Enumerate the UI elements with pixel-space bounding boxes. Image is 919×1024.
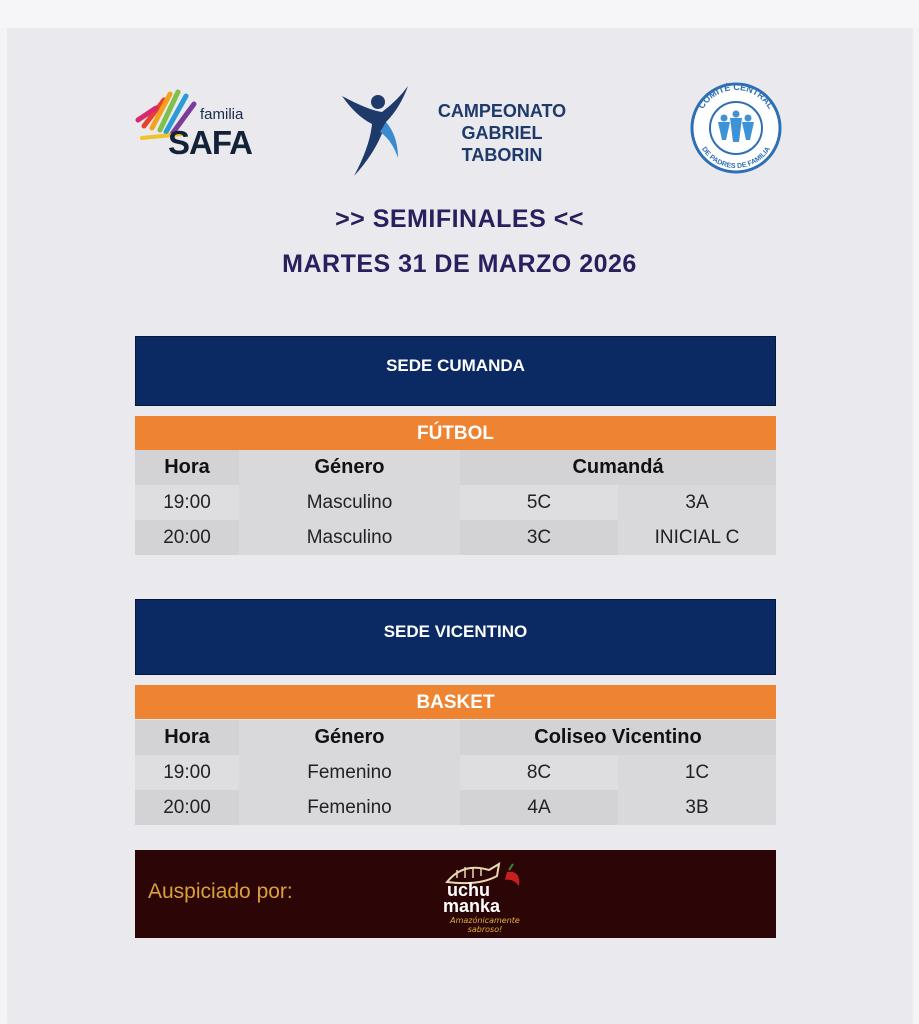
table-header-row [135, 720, 776, 755]
sede-cumanda-banner: SEDE CUMANDA [135, 336, 776, 406]
comite-central-seal [684, 82, 788, 174]
brand-tagline: Amazónicamente sabroso! [450, 916, 520, 934]
cell-team-a: 3C [460, 520, 618, 555]
campeonato-line-3: TABORIN [461, 145, 543, 165]
header-venue: Coliseo Vicentino [460, 720, 776, 755]
cell-team-a: 4A [460, 790, 618, 825]
header-genero: Género [239, 720, 460, 755]
sport-basket-header: BASKET [135, 685, 776, 719]
table-header-row [135, 450, 776, 485]
table-row [135, 790, 776, 825]
cell-genero: Femenino [239, 790, 460, 825]
campeonato-line-1: CAMPEONATO [437, 101, 567, 121]
familia-safa-logo [134, 86, 264, 166]
uchu-manka-logo [433, 856, 533, 936]
cell-team-b: 3B [618, 790, 776, 825]
cell-genero: Femenino [239, 755, 460, 790]
cell-genero: Masculino [239, 520, 460, 555]
brand-line-2: manka [443, 896, 501, 916]
seal-bottom-text: DE PADRES DE FAMILIA [700, 145, 772, 171]
cell-team-b: INICIAL C [618, 520, 776, 555]
cell-team-b: 1C [618, 755, 776, 790]
cell-team-a: 8C [460, 755, 618, 790]
brand-line-1: uchu [447, 880, 490, 900]
safa-word: SAFA [168, 124, 253, 161]
campeonato-line-2: GABRIEL [461, 123, 543, 143]
athlete-figure-icon [338, 80, 418, 180]
basket-schedule-table [135, 720, 776, 825]
campeonato-logo [338, 80, 598, 180]
seal-top-text: COMITÉ CENTRAL [696, 82, 776, 111]
table-row [135, 485, 776, 520]
cell-genero: Masculino [239, 485, 460, 520]
header-venue: Cumandá [460, 450, 776, 485]
logo-row [0, 80, 919, 190]
cell-hora: 19:00 [135, 485, 239, 520]
sede-vicentino-banner: SEDE VICENTINO [135, 599, 776, 675]
sponsor-label: Auspiciado por: [148, 880, 293, 903]
date-title: MARTES 31 DE MARZO 2026 [282, 250, 637, 278]
semifinales-title: >> SEMIFINALES << [335, 205, 584, 233]
header-genero: Género [239, 450, 460, 485]
cell-team-a: 5C [460, 485, 618, 520]
safa-small-text: familia [200, 106, 244, 123]
sport-futbol-header: FÚTBOL [135, 416, 776, 450]
cell-hora: 20:00 [135, 520, 239, 555]
futbol-schedule-table [135, 450, 776, 555]
table-row [135, 755, 776, 790]
comite-seal-icon [684, 82, 788, 174]
header-hora: Hora [135, 720, 239, 755]
cell-hora: 19:00 [135, 755, 239, 790]
cell-hora: 20:00 [135, 790, 239, 825]
campeonato-text [412, 100, 592, 166]
sponsor-banner [135, 850, 776, 938]
top-margin [0, 0, 919, 28]
table-row [135, 520, 776, 555]
cell-team-b: 3A [618, 485, 776, 520]
header-hora: Hora [135, 450, 239, 485]
